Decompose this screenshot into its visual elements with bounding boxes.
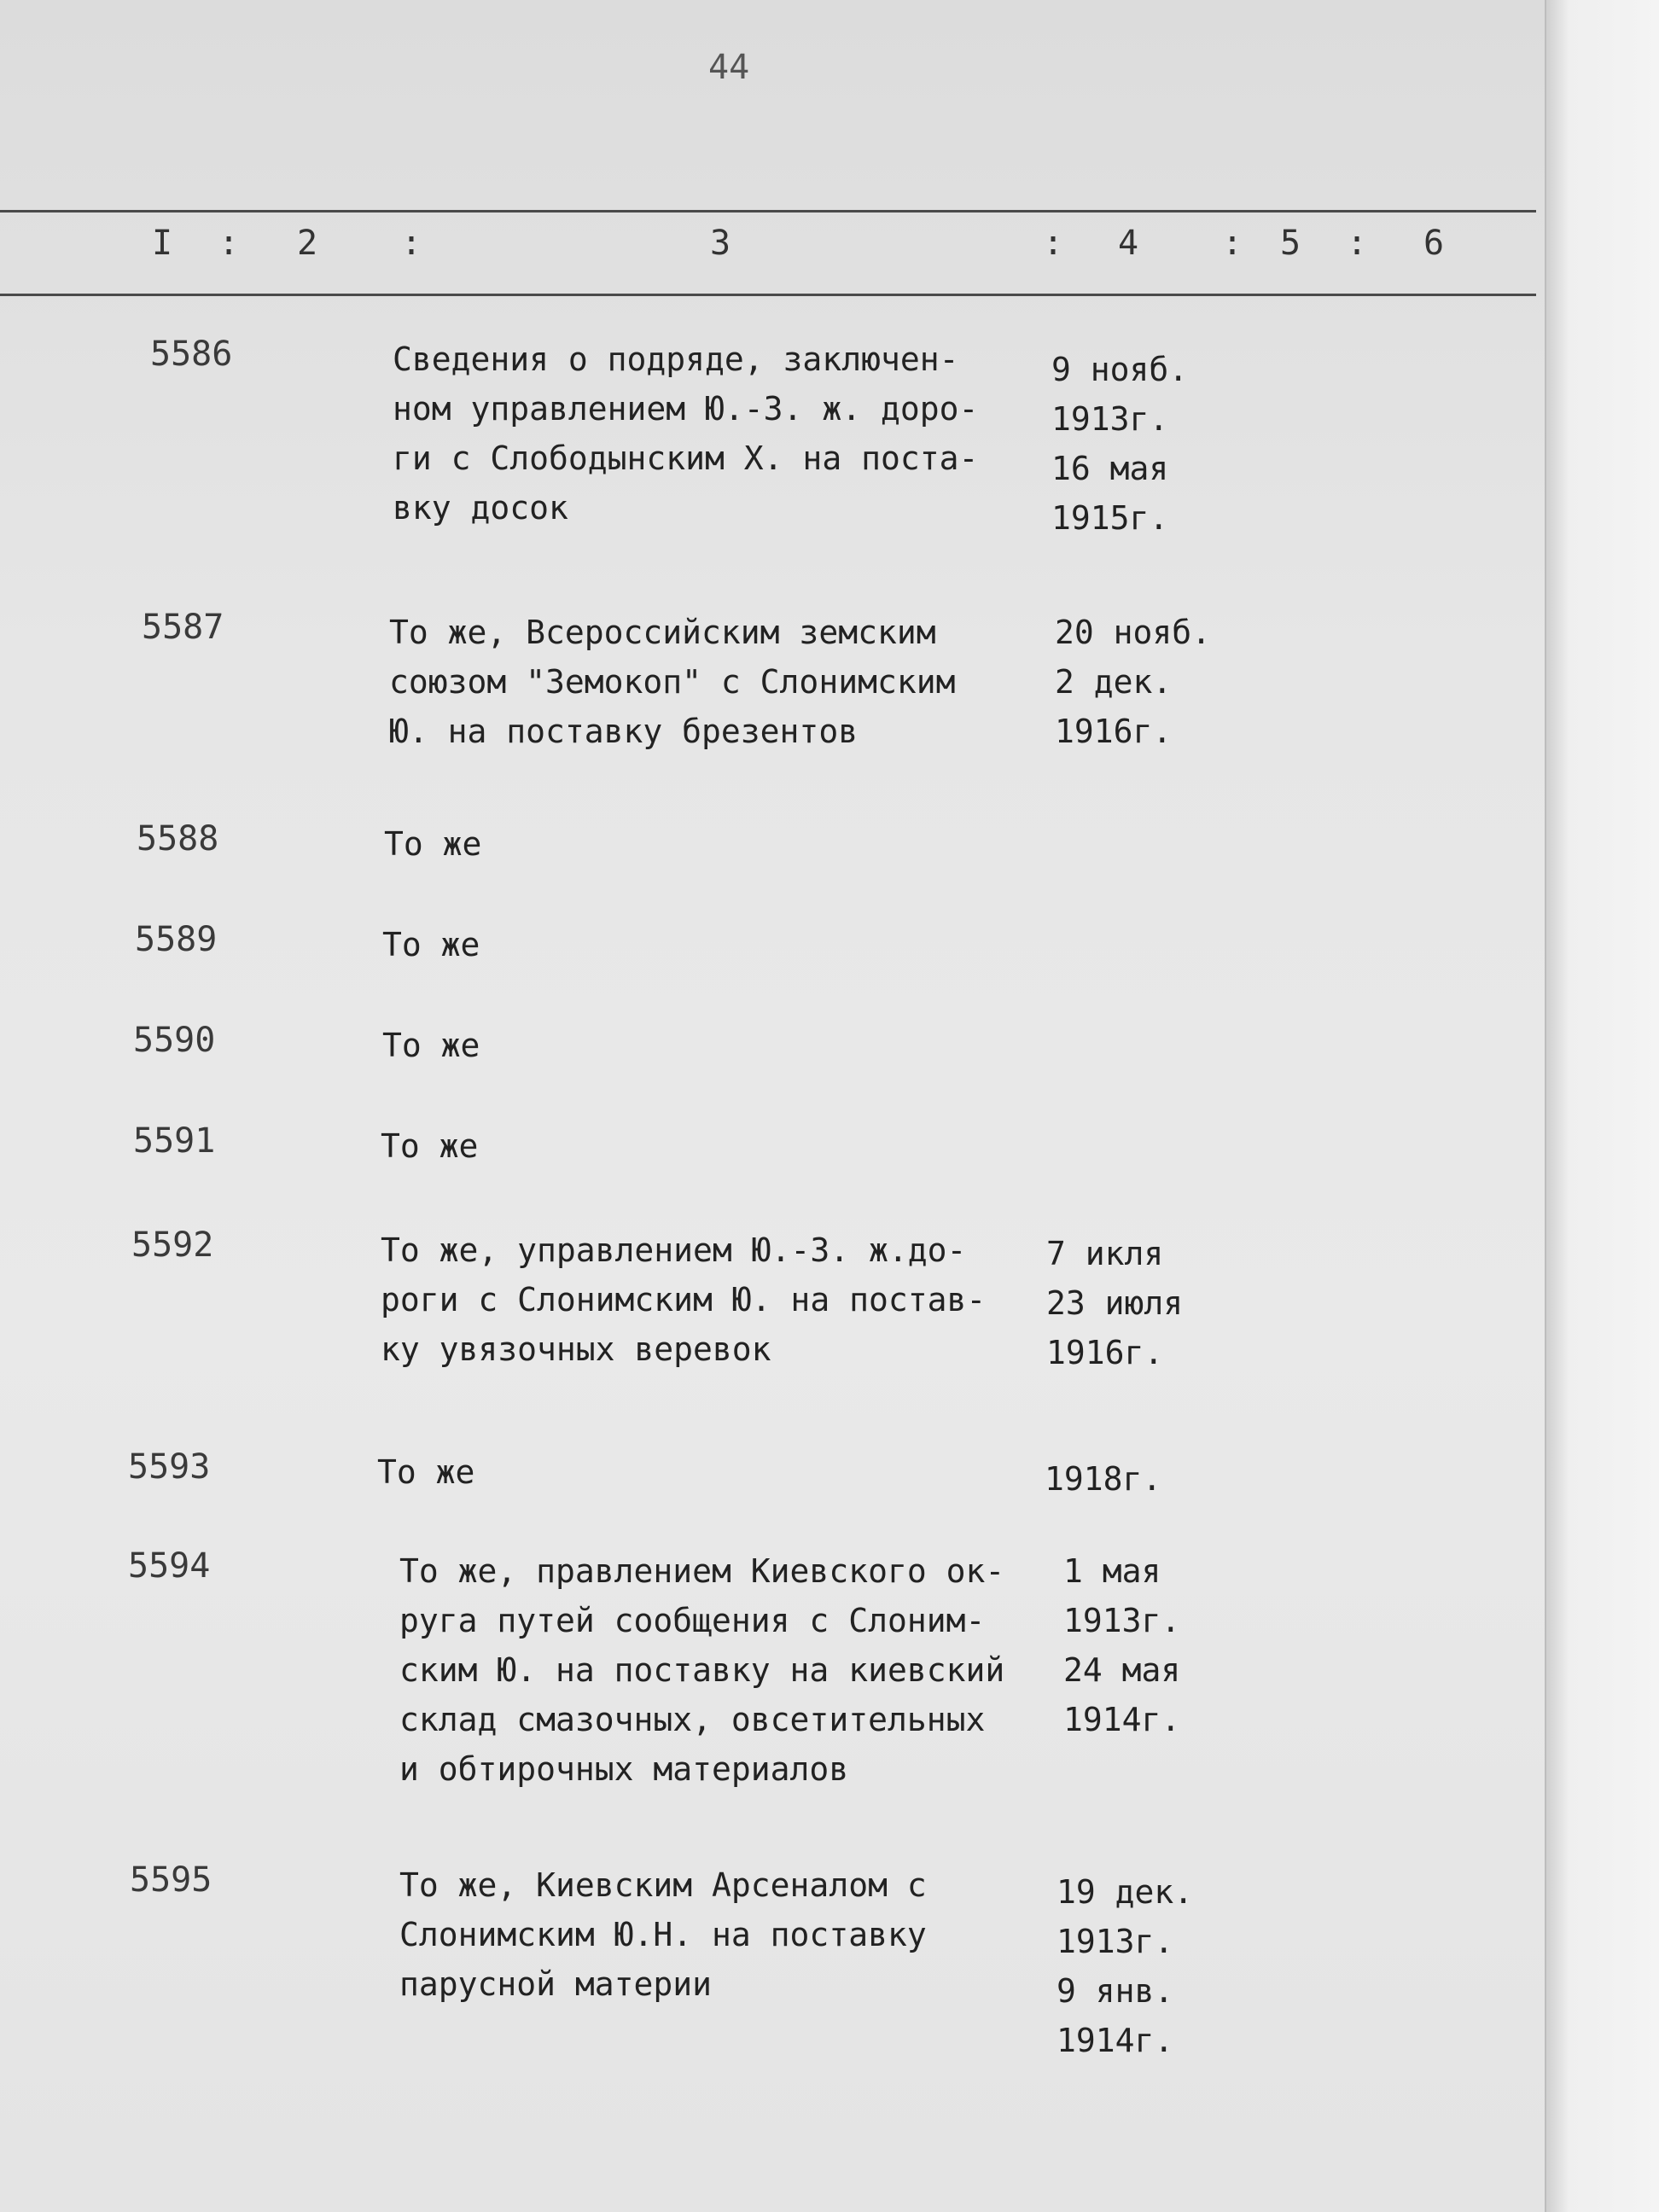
record-title — [389, 608, 1055, 756]
title-line: То же — [382, 926, 480, 963]
title-line: вку досок — [393, 489, 568, 527]
column-header-4: 4 — [1118, 224, 1139, 263]
date-line: 9 нояб. — [1051, 351, 1189, 388]
record-title — [382, 920, 1048, 969]
title-line: То же — [377, 1453, 475, 1491]
title-line: парусной материи — [399, 1965, 713, 2003]
date-line: 1918г. — [1045, 1460, 1162, 1498]
record-title — [377, 1447, 1043, 1497]
record-number: 5591 — [133, 1121, 216, 1161]
date-line: 24 мая — [1063, 1651, 1181, 1689]
page-edge — [1545, 0, 1659, 2212]
header-rule-top — [0, 210, 1536, 212]
date-line: 1914г. — [1057, 2022, 1174, 2059]
record-number: 5595 — [130, 1860, 212, 1900]
record-title — [381, 1121, 1046, 1171]
record-title — [393, 335, 1058, 533]
date-line: 9 янв. — [1057, 1972, 1174, 2010]
record-dates — [1063, 1546, 1268, 1744]
date-line: 1913г. — [1063, 1602, 1181, 1639]
column-header-5: 5 — [1280, 224, 1301, 263]
date-line: 20 нояб. — [1055, 614, 1212, 651]
title-line: склад смазочных, овсетительных — [399, 1701, 986, 1738]
date-line: 1916г. — [1055, 713, 1173, 750]
date-line: 16 мая — [1051, 450, 1169, 487]
column-separator: : — [1043, 224, 1064, 263]
record-title — [399, 1546, 1065, 1794]
title-line: Ю. на поставку брезентов — [389, 713, 859, 750]
record-number: 5586 — [150, 335, 233, 374]
title-line: ским Ю. на поставку на киевский — [399, 1651, 1005, 1689]
column-header-6: 6 — [1423, 224, 1445, 263]
title-line: То же, Всероссийским земским — [389, 614, 936, 651]
record-number: 5594 — [128, 1546, 211, 1586]
title-line: Сведения о подряде, заключен- — [393, 341, 959, 378]
title-line: То же — [384, 825, 482, 863]
record-dates — [1055, 608, 1260, 756]
record-dates — [1057, 1867, 1261, 2065]
column-separator: : — [1222, 224, 1243, 263]
column-header-3: 3 — [710, 224, 731, 263]
record-dates — [1045, 1454, 1249, 1504]
column-header-1: I — [152, 224, 173, 263]
record-number: 5589 — [135, 920, 218, 959]
date-line: 7 икля — [1046, 1235, 1164, 1272]
column-header-2: 2 — [297, 224, 318, 263]
title-line: и обтирочных материалов — [399, 1750, 849, 1788]
date-line: 19 дек. — [1057, 1873, 1194, 1911]
record-number: 5588 — [137, 819, 219, 859]
record-number: 5593 — [128, 1447, 211, 1487]
title-line: То же — [381, 1127, 479, 1165]
title-line: руга путей сообщения с Слоним- — [399, 1602, 986, 1639]
date-line: 1915г. — [1051, 499, 1169, 537]
date-line: 1913г. — [1051, 400, 1169, 438]
date-line: 1 мая — [1063, 1552, 1161, 1590]
record-number: 5587 — [142, 608, 224, 647]
title-line: То же — [382, 1027, 480, 1064]
title-line: ном управлением Ю.-З. ж. доро- — [393, 390, 979, 428]
column-separator: : — [1347, 224, 1368, 263]
title-line: То же, правлением Киевского ок- — [399, 1552, 1005, 1590]
column-separator: : — [218, 224, 240, 263]
date-line: 2 дек. — [1055, 663, 1173, 701]
title-line: То же, Киевским Арсеналом с — [399, 1866, 927, 1904]
title-line: Слонимским Ю.Н. на поставку — [399, 1916, 927, 1953]
date-line: 23 июля — [1046, 1284, 1184, 1322]
date-line: 1916г. — [1046, 1334, 1164, 1371]
record-dates — [1051, 345, 1256, 543]
title-line: То же, управлением Ю.-З. ж.до- — [381, 1231, 967, 1269]
header-rule-bottom — [0, 294, 1536, 296]
title-line: ги с Слободынским Х. на поста- — [393, 439, 979, 477]
page-number: 44 — [708, 48, 750, 87]
column-separator: : — [401, 224, 422, 263]
title-line: роги с Слонимским Ю. на постав- — [381, 1281, 987, 1318]
record-title — [384, 819, 1050, 869]
record-title — [399, 1860, 1065, 2009]
title-line: союзом "Земокоп" с Слонимским — [389, 663, 956, 701]
record-number: 5590 — [133, 1021, 216, 1060]
date-line: 1913г. — [1057, 1923, 1174, 1960]
record-title — [382, 1021, 1048, 1070]
date-line: 1914г. — [1063, 1701, 1181, 1738]
record-number: 5592 — [131, 1225, 214, 1265]
record-dates — [1046, 1229, 1251, 1377]
title-line: ку увязочных веревок — [381, 1330, 771, 1368]
record-title — [381, 1225, 1046, 1374]
